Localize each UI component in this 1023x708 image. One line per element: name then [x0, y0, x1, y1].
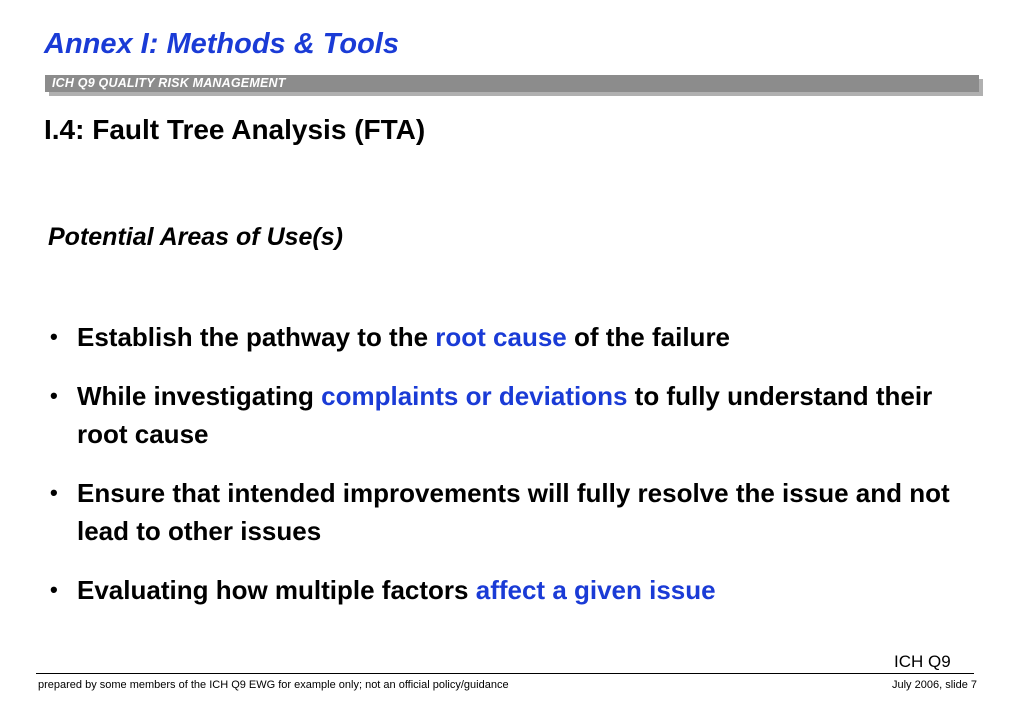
footer-brand: ICH Q9	[894, 652, 951, 671]
bullet-text: Evaluating how multiple factors	[77, 575, 476, 605]
slide-title: Annex I: Methods & Tools	[44, 28, 399, 60]
bullet-icon: •	[50, 383, 58, 408]
bullet-item	[44, 474, 964, 550]
bullet-icon: •	[50, 480, 58, 505]
bullet-icon: •	[50, 324, 58, 349]
section-heading: I.4: Fault Tree Analysis (FTA)	[44, 114, 426, 145]
bullet-text-end: of the failure	[566, 322, 731, 352]
footer-divider	[36, 673, 974, 674]
bullet-icon: •	[50, 577, 58, 602]
bullet-item	[44, 377, 964, 453]
bullet-item	[44, 318, 964, 356]
bullet-text: While investigating	[77, 381, 322, 411]
bullet-text: Establish the pathway to the	[77, 322, 436, 352]
bullet-list	[44, 318, 964, 630]
bullet-highlight: root cause	[435, 322, 567, 352]
bullet-highlight: complaints or deviations	[321, 381, 628, 411]
footer-disclaimer: prepared by some members of the ICH Q9 EWG for example only; not an official policy/guidance	[38, 679, 509, 691]
footer-slide-info: July 2006, slide 7	[892, 679, 977, 691]
bullet-item	[44, 571, 964, 609]
banner-text: ICH Q9 QUALITY RISK MANAGEMENT	[52, 76, 286, 90]
bullet-text-end: to fully understand their root cause	[77, 381, 933, 449]
bullet-text: Ensure that intended improvements will fully resolve the issue and not lead to other issues	[77, 478, 950, 546]
bullet-highlight: affect a given issue	[475, 575, 716, 605]
section-subheading: Potential Areas of Use(s)	[48, 223, 343, 251]
